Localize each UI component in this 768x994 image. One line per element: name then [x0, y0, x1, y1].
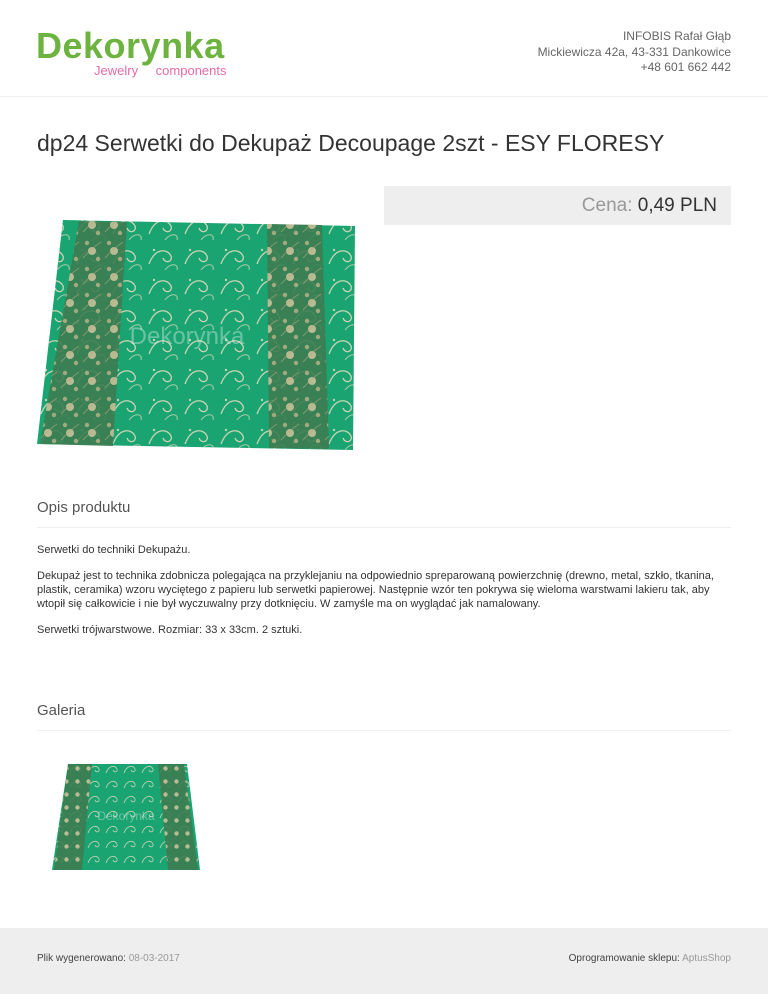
- price-value: 0,49 PLN: [637, 195, 717, 216]
- company-name: INFOBIS Rafał Głąb: [622, 29, 731, 43]
- site-logo[interactable]: [36, 26, 236, 82]
- price-label: Cena:: [581, 195, 633, 216]
- software-label: Oprogramowanie sklepu:: [568, 953, 680, 964]
- thumbnail-watermark: Dekorynka: [97, 809, 155, 823]
- image-watermark: Dekorynka: [129, 323, 245, 350]
- logo-wordmark: Dekorynka: [36, 25, 225, 66]
- description-paragraph: Serwetki do techniki Dekupażu.: [37, 544, 191, 556]
- software-link[interactable]: AptusShop: [682, 953, 731, 964]
- page-footer: [0, 928, 768, 994]
- price-box: [384, 186, 731, 225]
- generated-label: Plik wygenerowano:: [37, 953, 126, 964]
- description-divider: [37, 527, 731, 528]
- description-heading: Opis produktu: [37, 499, 131, 516]
- product-image[interactable]: [37, 212, 355, 452]
- generated-date: 08-03-2017: [128, 953, 180, 964]
- product-description: [37, 543, 731, 649]
- software-info: [569, 953, 731, 964]
- page-header: [0, 0, 768, 97]
- generated-info: [37, 953, 180, 964]
- gallery-thumbnail[interactable]: [50, 762, 202, 872]
- product-title: dp24 Serwetki do Dekupaż Decoupage 2szt - ESY FLORESY: [37, 130, 665, 156]
- gallery-divider: [37, 730, 731, 731]
- company-phone: +48 601 662 442: [640, 60, 731, 74]
- description-paragraph: Serwetki trójwarstwowe. Rozmiar: 33 x 33cm. 2 sztuki.: [37, 624, 303, 636]
- logo-tagline: Jewelry components: [94, 63, 227, 78]
- company-address: Mickiewicza 42a, 43-331 Dankowice: [537, 44, 731, 59]
- gallery-heading: Galeria: [37, 702, 86, 719]
- contact-info: [538, 29, 731, 76]
- description-paragraph: Dekupaż jest to technika zdobnicza polegająca na przyklejaniu na odpowiednio spreparowaną powierzchnię (drewno, metal, szkło, tkanina, plastik, ceramika) wzoru wyciętego z papieru lub serwetki papierowej. Następnie wzór ten pokrywa się wieloma warstwami lakieru tak, aby wtopił się całkowicie i nie był wyczuwalny przy dotknięciu. W zamyśle ma on wyglądać jak namalowany.: [37, 570, 714, 610]
